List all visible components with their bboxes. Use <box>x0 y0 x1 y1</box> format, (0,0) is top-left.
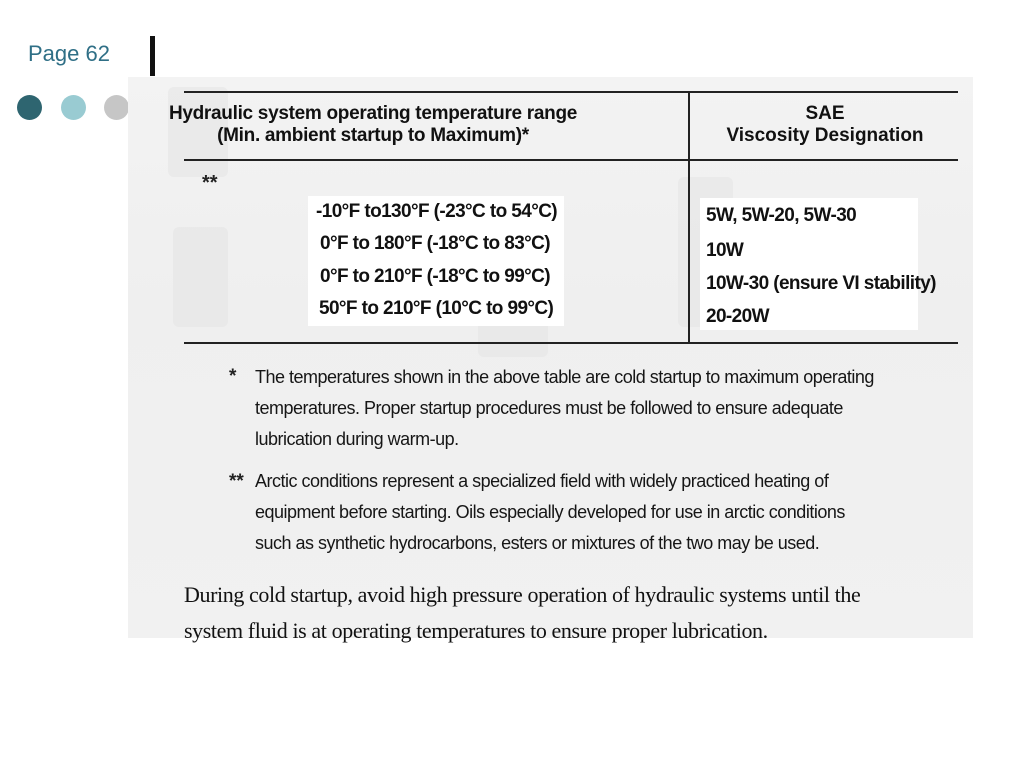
table-header-rule <box>184 159 958 161</box>
temperature-range: 0°F to 210°F (-18°C to 99°C) <box>320 266 551 287</box>
viscosity-designation: 10W <box>706 240 744 261</box>
footnote-marker: * <box>229 366 237 387</box>
footnote-line: lubrication during warm-up. <box>255 429 459 449</box>
temperature-range: 0°F to 180°F (-18°C to 83°C) <box>320 233 551 254</box>
footnote-line: Arctic conditions represent a specialized field with widely practiced heating of <box>255 471 829 491</box>
title-divider <box>150 36 155 76</box>
bleed-through-shape <box>173 227 228 327</box>
decorative-dot-dark <box>17 95 42 120</box>
page-label: Page 62 <box>28 41 110 66</box>
footnote-line: such as synthetic hydrocarbons, esters or mixtures of the two may be used. <box>255 533 820 553</box>
footnote-line: equipment before starting. Oils especially developed for use in arctic conditions <box>255 502 845 522</box>
header-temperature-line1: Hydraulic system operating temperature range <box>168 103 578 124</box>
viscosity-designation: 5W, 5W-20, 5W-30 <box>706 205 857 226</box>
footnote-line: temperatures. Proper startup procedures must be followed to ensure adequate <box>255 398 843 418</box>
header-viscosity-line2: Viscosity Designation <box>726 125 924 146</box>
table-header-viscosity <box>690 103 960 147</box>
warning-text-line: system fluid is at operating temperatures to ensure proper lubrication. <box>184 618 768 643</box>
row-marker: ** <box>202 172 218 194</box>
viscosity-designation: 20-20W <box>706 306 769 327</box>
temperature-range: -10°F to130°F (-23°C to 54°C) <box>316 201 558 222</box>
table-bottom-rule <box>184 342 958 344</box>
header-temperature-line2: (Min. ambient startup to Maximum)* <box>217 125 529 146</box>
decorative-dot-teal <box>61 95 86 120</box>
footnote-marker: ** <box>229 471 244 492</box>
table-top-rule <box>184 91 958 93</box>
viscosity-designation: 10W-30 (ensure VI stability) <box>706 273 936 294</box>
temperature-range: 50°F to 210°F (10°C to 99°C) <box>319 298 554 319</box>
header-viscosity-line1: SAE <box>805 103 845 124</box>
table-header-temperature <box>112 103 634 147</box>
footnote-line: The temperatures shown in the above table are cold startup to maximum operating <box>255 367 874 387</box>
warning-text-line: During cold startup, avoid high pressure operation of hydraulic systems until the <box>184 582 861 607</box>
